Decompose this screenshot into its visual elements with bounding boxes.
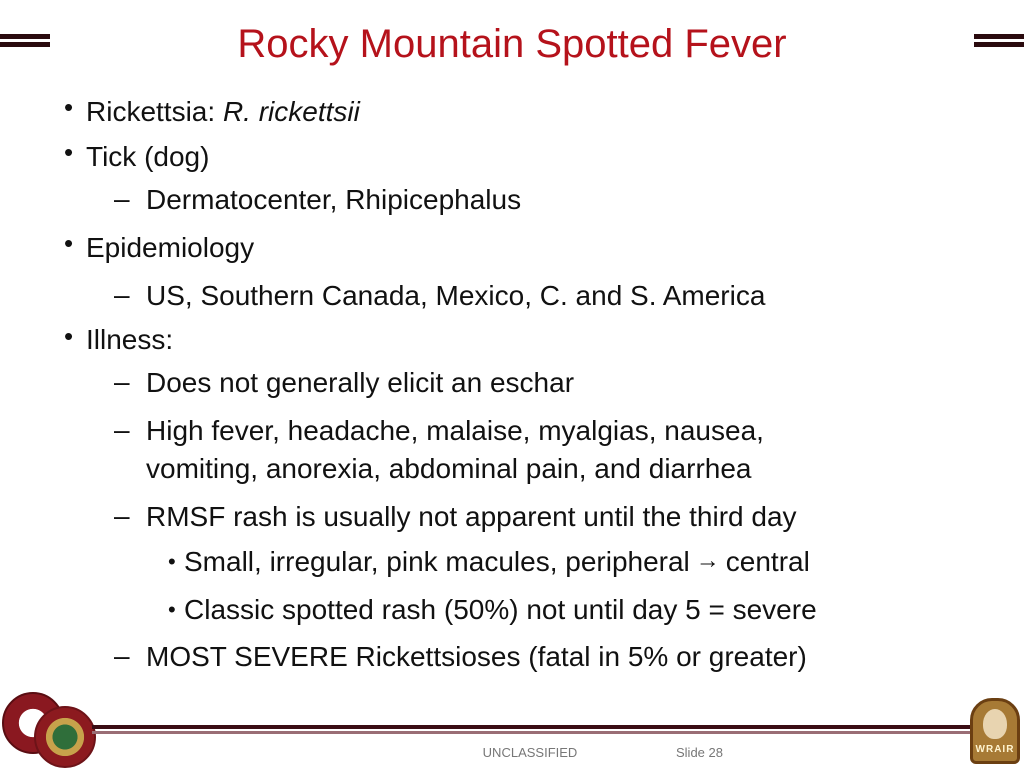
bullet-epidemiology: Epidemiology <box>86 232 255 263</box>
slide-number: Slide 28 <box>676 745 723 760</box>
dash-icon: – <box>114 183 130 214</box>
dash-icon: – <box>114 279 130 310</box>
bullet-rickettsia <box>86 95 360 129</box>
sub-item-eschar: Does not generally elicit an eschar <box>146 367 575 398</box>
wrair-logo-text: WRAIR <box>975 744 1015 755</box>
sub-sub-item-macules <box>184 545 810 581</box>
dash-icon: – <box>114 366 130 397</box>
sub-item-symptoms-line2: vomiting, anorexia, abdominal pain, and diarrhea <box>146 453 752 484</box>
macules-direction: central <box>725 546 810 577</box>
classification-label: UNCLASSIFIED <box>482 745 578 760</box>
slide-title: Rocky Mountain Spotted Fever <box>237 22 787 66</box>
bullet-icon: • <box>64 228 74 258</box>
bullet-label: Rickettsia: <box>86 96 223 127</box>
sub-item-symptoms-line1: High fever, headache, malaise, myalgias, nausea, <box>146 415 764 446</box>
wrair-logo <box>970 698 1020 764</box>
sub-item-tick-genera: Dermatocenter, Rhipicephalus <box>146 184 522 215</box>
bullet-icon: • <box>64 137 74 167</box>
species-name: R. rickettsii <box>222 96 360 127</box>
bullet-icon: • <box>64 321 74 351</box>
bullet-icon: • <box>64 92 74 122</box>
sub-bullet-icon: • <box>168 597 176 622</box>
dash-icon: – <box>114 640 130 671</box>
arrow-right-icon: → <box>695 547 720 574</box>
sub-sub-item-classic-rash: Classic spotted rash (50%) not until day 5 = severe <box>184 594 817 625</box>
sub-bullet-icon: • <box>168 549 176 574</box>
sub-item-regions: US, Southern Canada, Mexico, C. and S. America <box>146 280 766 311</box>
dash-icon: – <box>114 500 130 531</box>
bullet-tick: Tick (dog) <box>86 141 210 172</box>
footer-divider <box>92 725 972 729</box>
footer-divider-light <box>92 731 972 734</box>
portrait-icon <box>983 709 1007 739</box>
dash-icon: – <box>114 414 130 445</box>
bullet-illness: Illness: <box>86 324 174 355</box>
sub-item-severity: MOST SEVERE Rickettsioses (fatal in 5% or greater) <box>146 641 807 672</box>
macules-text: Small, irregular, pink macules, peripheral <box>184 546 690 577</box>
sub-item-rash-timing: RMSF rash is usually not apparent until the third day <box>146 501 797 532</box>
